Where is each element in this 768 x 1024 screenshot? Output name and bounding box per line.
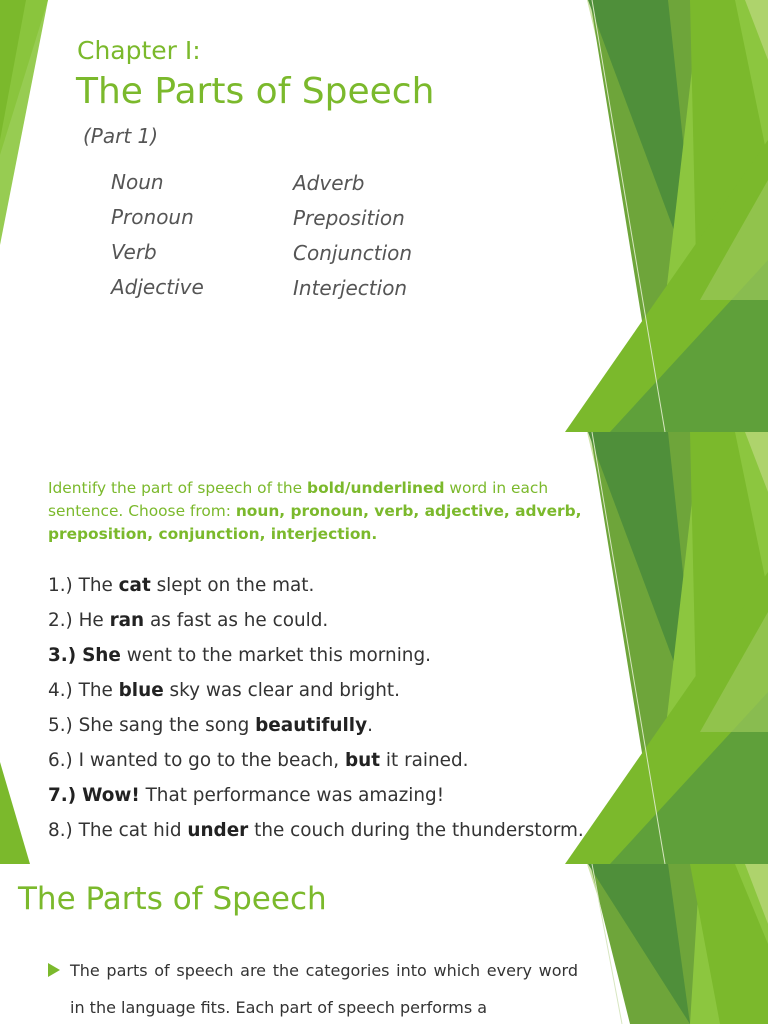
instruction-text: Identify the part of speech of the bold/underlined word in each sentence. Choose from: noun, pronoun, verb, adjective, adverb, preposition, conjunction, interjection. (48, 479, 582, 543)
sentence-item: 3.) She went to the market this morning. (48, 645, 431, 666)
slide-1 (0, 0, 768, 432)
sentence-item: 1.) The cat slept on the mat. (48, 575, 315, 596)
slide-3 (0, 864, 768, 1024)
part-of-speech-item: Noun (111, 170, 164, 194)
part-of-speech-item: Conjunction (293, 241, 413, 265)
part-of-speech-item: Interjection (293, 276, 408, 300)
sentence-item: 6.) I wanted to go to the beach, but it rained. (48, 750, 469, 771)
part-of-speech-item: Preposition (293, 206, 405, 230)
part-of-speech-item: Adjective (111, 275, 204, 299)
chapter-label: Chapter I: (77, 36, 201, 65)
sentence-item: 7.) Wow! That performance was amazing! (48, 785, 445, 806)
sentence-item: 8.) The cat hid under the couch during the thunderstorm. (48, 820, 584, 841)
slide-title: The Parts of Speech (76, 71, 435, 112)
sentence-item: 4.) The blue sky was clear and bright. (48, 680, 400, 701)
slide-title: The Parts of Speech (18, 881, 327, 917)
part-of-speech-item: Verb (111, 240, 157, 264)
sentence-item: 2.) He ran as fast as he could. (48, 610, 329, 631)
slide-subtitle: (Part 1) (83, 124, 159, 148)
part-of-speech-item: Adverb (293, 171, 365, 195)
slide-2 (0, 432, 768, 864)
bullet-text: The parts of speech are the categories into which every word in the language fits. Each part of speech performs a (70, 961, 578, 1017)
sentence-item: 5.) She sang the song beautifully. (48, 715, 373, 736)
triangle-bullet-icon (48, 963, 60, 977)
part-of-speech-item: Pronoun (111, 205, 194, 229)
